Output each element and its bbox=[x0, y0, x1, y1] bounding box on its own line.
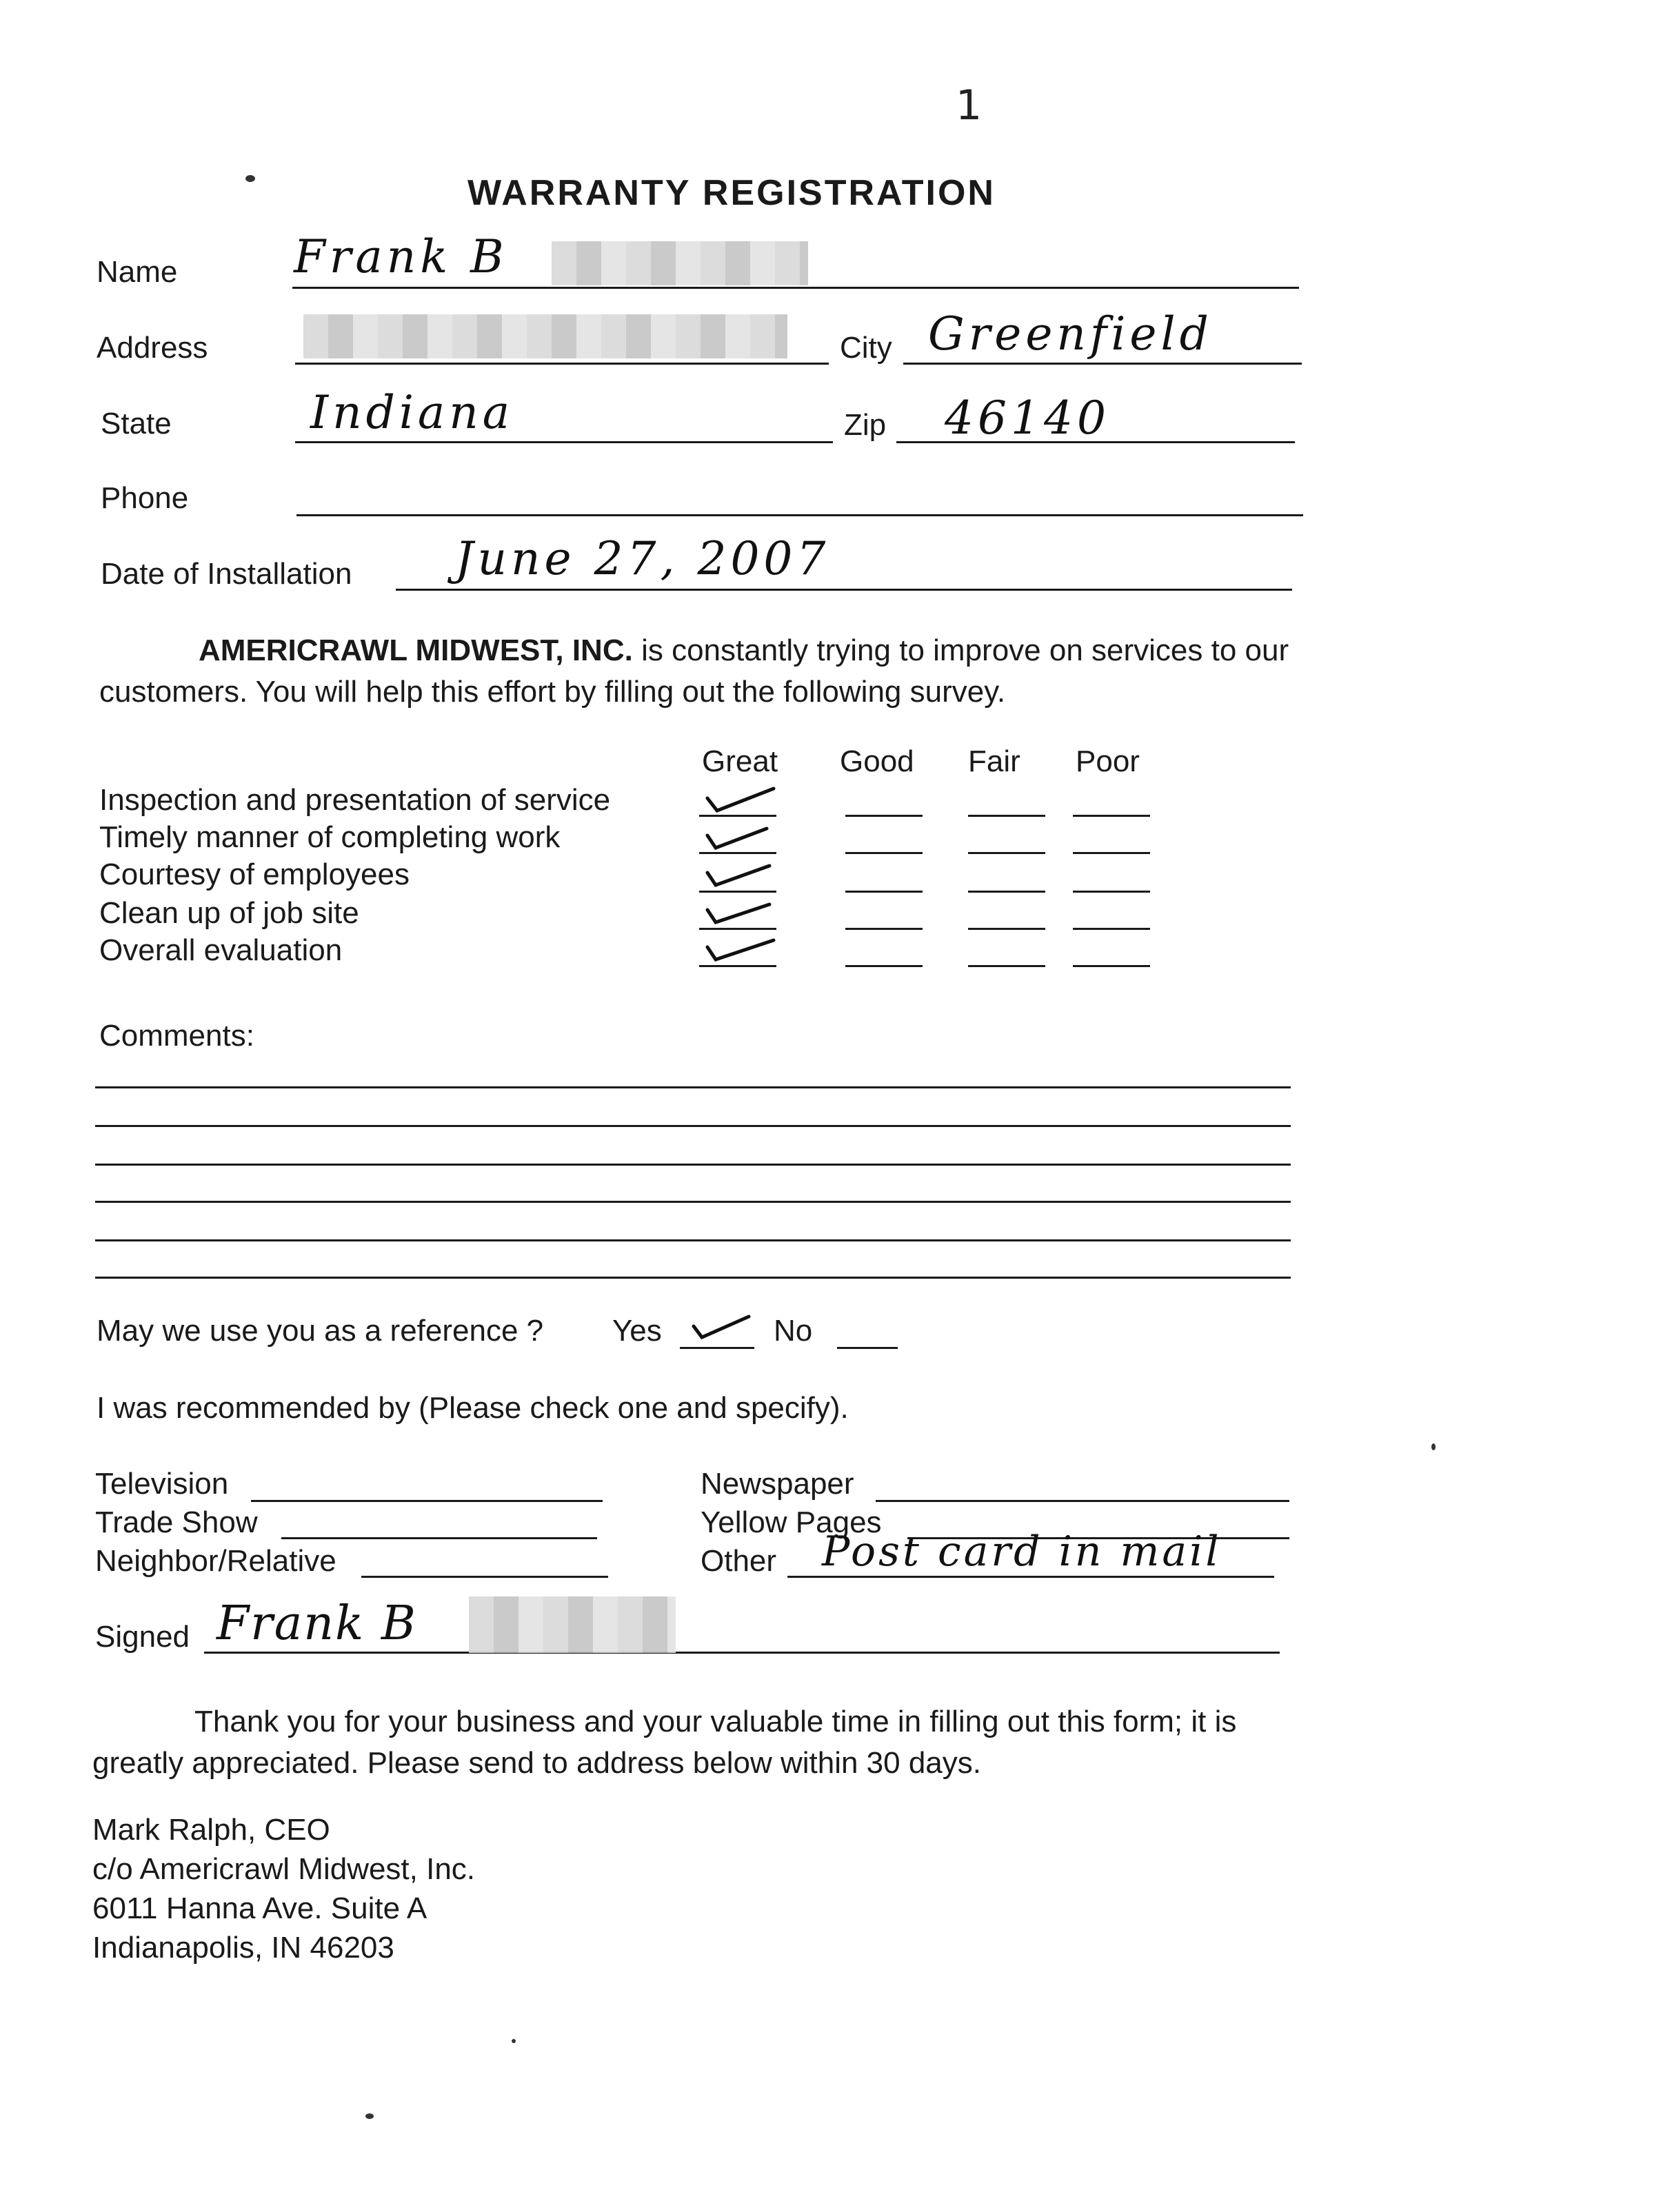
speck bbox=[512, 2039, 516, 2043]
reference-question: May we use you as a reference ? bbox=[97, 1314, 544, 1348]
col-great: Great bbox=[702, 744, 778, 778]
option-trade-show-blank[interactable] bbox=[281, 1537, 597, 1539]
option-neighbor-label: Neighbor/Relative bbox=[95, 1544, 336, 1578]
reference-no-blank[interactable] bbox=[837, 1347, 898, 1349]
blank-fair[interactable] bbox=[968, 852, 1045, 854]
name-value[interactable]: Frank B bbox=[294, 230, 508, 283]
address-line-3: 6011 Hanna Ave. Suite A bbox=[92, 1891, 427, 1925]
comment-line[interactable] bbox=[95, 1164, 1291, 1166]
checkmark-icon bbox=[702, 933, 778, 964]
city-value[interactable]: Greenfield bbox=[928, 307, 1213, 361]
reference-yes-label: Yes bbox=[612, 1314, 662, 1348]
blank-poor[interactable] bbox=[1073, 815, 1150, 817]
intro-paragraph bbox=[99, 630, 1478, 713]
blank-great[interactable] bbox=[699, 852, 776, 854]
state-value[interactable]: Indiana bbox=[310, 386, 514, 439]
question-row: Inspection and presentation of service bbox=[99, 783, 611, 817]
blank-fair[interactable] bbox=[968, 891, 1045, 893]
checkmark-icon bbox=[702, 859, 778, 889]
city-label: City bbox=[840, 331, 892, 365]
mailing-address bbox=[92, 1810, 475, 1967]
address-line-2: c/o Americrawl Midwest, Inc. bbox=[92, 1852, 476, 1886]
checkmark-icon bbox=[702, 783, 778, 813]
col-poor: Poor bbox=[1076, 744, 1140, 778]
blank-good[interactable] bbox=[845, 852, 923, 854]
blank-great[interactable] bbox=[699, 928, 776, 930]
address-line-4: Indianapolis, IN 46203 bbox=[92, 1931, 394, 1965]
speck bbox=[1431, 1443, 1436, 1450]
date-line bbox=[396, 589, 1292, 591]
zip-label: Zip bbox=[844, 408, 887, 442]
option-television-label: Television bbox=[95, 1467, 229, 1501]
thanks-line2: greatly appreciated. Please send to address below within 30 days. bbox=[92, 1746, 981, 1780]
company-name: AMERICRAWL MIDWEST, INC. bbox=[199, 633, 633, 667]
checkmark-icon bbox=[702, 822, 778, 852]
blank-good[interactable] bbox=[845, 928, 923, 930]
checkmark-icon bbox=[702, 896, 778, 926]
signature-redaction bbox=[469, 1596, 676, 1653]
blank-good[interactable] bbox=[845, 891, 923, 893]
option-newspaper-label: Newspaper bbox=[701, 1467, 854, 1501]
blank-poor[interactable] bbox=[1073, 965, 1150, 967]
blank-fair[interactable] bbox=[968, 928, 1045, 930]
intro-line1: is constantly trying to improve on services to our bbox=[632, 633, 1289, 667]
signed-label: Signed bbox=[95, 1620, 190, 1654]
comment-line[interactable] bbox=[95, 1201, 1291, 1203]
option-television-blank[interactable] bbox=[251, 1500, 603, 1502]
blank-great[interactable] bbox=[699, 815, 776, 817]
comment-line[interactable] bbox=[95, 1277, 1291, 1279]
date-value[interactable]: June 27, 2007 bbox=[455, 532, 830, 585]
question-row: Overall evaluation bbox=[99, 933, 343, 967]
option-trade-show-label: Trade Show bbox=[95, 1505, 258, 1539]
address-line-1: Mark Ralph, CEO bbox=[92, 1813, 330, 1847]
comment-line[interactable] bbox=[95, 1086, 1291, 1088]
state-label: State bbox=[101, 407, 172, 440]
date-label: Date of Installation bbox=[101, 557, 352, 591]
checkmark-icon bbox=[689, 1311, 765, 1341]
option-yellow-pages-label: Yellow Pages bbox=[701, 1505, 882, 1539]
blank-great[interactable] bbox=[699, 891, 776, 893]
question-row: Courtesy of employees bbox=[99, 858, 410, 891]
blank-poor[interactable] bbox=[1073, 852, 1150, 854]
col-good: Good bbox=[840, 744, 914, 778]
phone-label: Phone bbox=[101, 481, 189, 515]
col-fair: Fair bbox=[968, 744, 1020, 778]
signature-line bbox=[204, 1652, 1280, 1654]
name-label: Name bbox=[97, 255, 178, 289]
option-other-blank bbox=[787, 1576, 1274, 1578]
intro-line2: customers. You will help this effort by filling out the following survey. bbox=[99, 675, 1006, 709]
state-line bbox=[295, 441, 833, 443]
option-other-label: Other bbox=[701, 1544, 777, 1578]
zip-value[interactable]: 46140 bbox=[945, 392, 1110, 445]
comments-label: Comments: bbox=[99, 1019, 254, 1053]
comment-line[interactable] bbox=[95, 1239, 1291, 1241]
blank-fair[interactable] bbox=[968, 965, 1045, 967]
blank-fair[interactable] bbox=[968, 815, 1045, 817]
blank-good[interactable] bbox=[845, 815, 923, 817]
blank-poor[interactable] bbox=[1073, 891, 1150, 893]
thanks-paragraph bbox=[92, 1701, 1540, 1784]
signature[interactable]: Frank B bbox=[217, 1596, 417, 1651]
option-neighbor-blank[interactable] bbox=[361, 1576, 608, 1578]
reference-yes-blank[interactable] bbox=[680, 1347, 754, 1349]
address-line bbox=[295, 363, 829, 365]
address-label: Address bbox=[97, 331, 208, 365]
blank-poor[interactable] bbox=[1073, 928, 1150, 930]
blank-great[interactable] bbox=[699, 965, 776, 967]
recommended-prompt: I was recommended by (Please check one and specify). bbox=[97, 1391, 849, 1425]
name-redaction bbox=[552, 241, 808, 285]
question-row: Clean up of job site bbox=[99, 896, 359, 930]
city-line bbox=[903, 363, 1302, 365]
speck bbox=[365, 2113, 374, 2119]
speck bbox=[245, 175, 255, 182]
name-line bbox=[292, 287, 1299, 289]
blank-good[interactable] bbox=[845, 965, 923, 967]
form-title: WARRANTY REGISTRATION bbox=[467, 173, 996, 213]
comment-line[interactable] bbox=[95, 1125, 1291, 1127]
address-redaction bbox=[303, 314, 787, 358]
option-newspaper-blank[interactable] bbox=[876, 1500, 1289, 1502]
phone-line[interactable] bbox=[296, 514, 1303, 516]
thanks-line1: Thank you for your business and your valuable time in filling out this form; it is bbox=[194, 1705, 1237, 1738]
reference-no-label: No bbox=[774, 1314, 813, 1348]
option-other-value[interactable]: Post card in mail bbox=[822, 1528, 1222, 1576]
question-row: Timely manner of completing work bbox=[99, 820, 561, 854]
page-marker: 1 bbox=[956, 81, 983, 130]
